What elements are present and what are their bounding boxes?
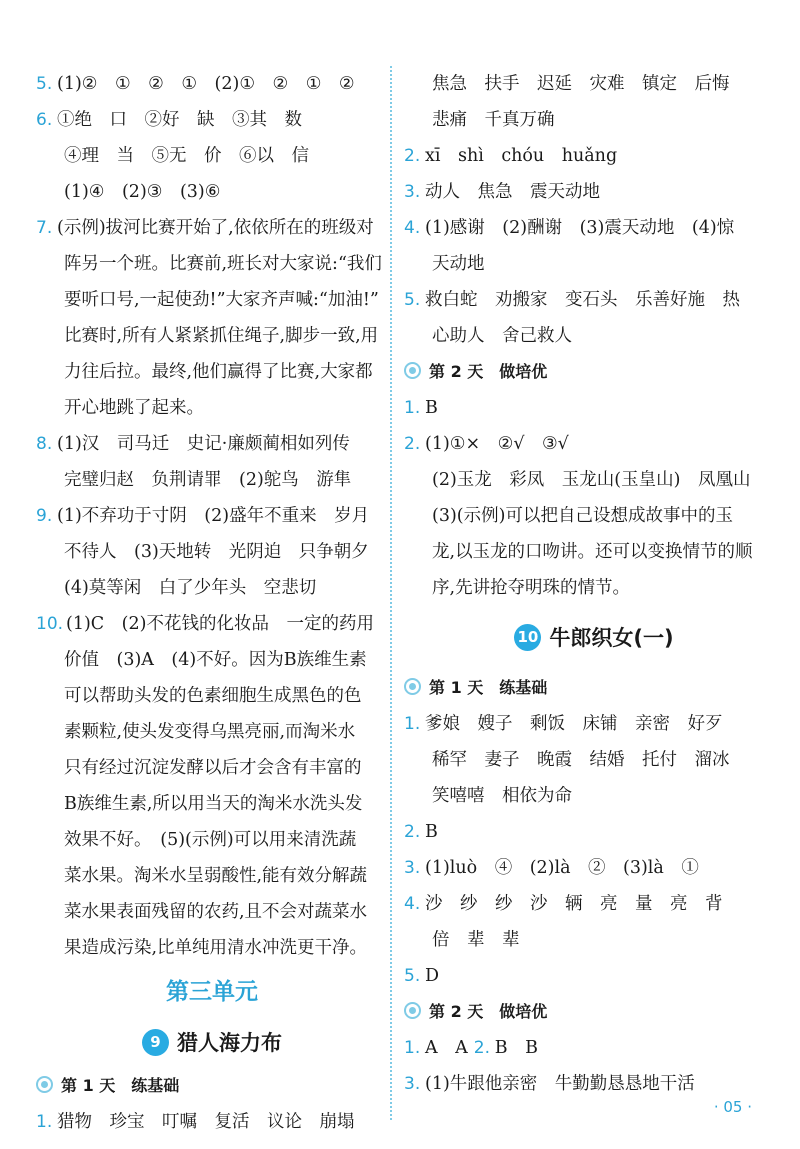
answer-line: 可以帮助头发的色素细胞生成黑色的色 — [64, 686, 362, 706]
answer-line: 8. (1)汉 司马迁 史记·廉颇蔺相如列传 — [36, 434, 350, 454]
answer-line: 笑嘻嘻 相依为命 — [432, 786, 572, 806]
answer-line: 1. B — [404, 398, 438, 418]
answer-line: 阵另一个班。比赛前,班长对大家说:“我们 — [64, 254, 382, 274]
answer-line: 效果不好。 (5)(示例)可以用来清洗蔬 — [64, 830, 357, 850]
answer-line: 5. (1)② ① ② ① (2)① ② ① ② — [36, 74, 355, 94]
answer-line: 3. (1)牛跟他亲密 牛勤勤恳恳地干活 — [404, 1074, 695, 1094]
answer-line: 焦急 扶手 迟延 灾难 镇定 后悔 — [432, 74, 730, 94]
answer-line: (1)④ (2)③ (3)⑥ — [64, 182, 221, 202]
answer-line: 完璧归赵 负荆请罪 (2)鸵鸟 游隼 — [64, 470, 352, 490]
answer-line: 素颗粒,使头发变得乌黑亮丽,而淘米水 — [64, 722, 356, 742]
section-circle-icon — [404, 1002, 421, 1019]
answer-line: 心助人 舍己救人 — [432, 326, 572, 346]
answer-line: 稀罕 妻子 晚霞 结婚 托付 溜冰 — [432, 750, 730, 770]
answer-line: 龙,以玉龙的口吻讲。还可以变换情节的顺 — [432, 542, 753, 562]
answer-line: 菜水果。淘米水呈弱酸性,能有效分解蔬 — [64, 866, 368, 886]
answer-line: 果造成污染,比单纯用清水冲洗更干净。 — [64, 938, 368, 958]
answer-line: 4. (1)感谢 (2)酬谢 (3)震天动地 (4)惊 — [404, 218, 735, 238]
answer-line: 6. ①绝 口 ②好 缺 ③其 数 — [36, 110, 302, 130]
left-column — [36, 66, 388, 1140]
answer-line: 不待人 (3)天地转 光阴迫 只争朝夕 — [64, 542, 369, 562]
lesson-number-badge: 10 — [514, 624, 541, 651]
lesson-number-badge: 9 — [142, 1029, 169, 1056]
answer-line: 价值 (3)A (4)不好。因为B族维生素 — [64, 650, 367, 670]
unit-title: 第三单元 — [166, 979, 258, 1005]
answer-line: 序,先讲抢夺明珠的情节。 — [432, 578, 631, 598]
lesson-title: 9 猎人海力布 — [36, 1018, 388, 1068]
answer-line: 7. (示例)拔河比赛开始了,依依所在的班级对 — [36, 218, 374, 238]
answer-line: 9. (1)不弃功于寸阴 (2)盛年不重来 岁月 — [36, 506, 370, 526]
answer-line: ④理 当 ⑤无 价 ⑥以 信 — [64, 146, 309, 166]
answer-line: 天动地 — [432, 254, 485, 274]
section-heading: 第 1 天 练基础 — [36, 1068, 388, 1104]
answer-line: (2)玉龙 彩凤 玉龙山(玉皇山) 凤凰山 — [432, 470, 751, 490]
answer-line: B族维生素,所以用当天的淘米水洗头发 — [64, 794, 363, 814]
answer-line: 悲痛 千真万确 — [432, 110, 555, 130]
answer-line: 要听口号,一起使劲!”大家齐声喊:“加油!” — [64, 290, 379, 310]
section-heading: 第 1 天 练基础 — [404, 670, 784, 706]
answer-line: 比赛时,所有人紧紧抓住绳子,脚步一致,用 — [64, 326, 379, 346]
answer-line: 菜水果表面残留的农药,且不会对蔬菜水 — [64, 902, 368, 922]
answer-line: 3. (1)luò ④ (2)là ② (3)là ① — [404, 858, 699, 878]
right-column — [404, 66, 784, 1102]
answer-line: 2. xī shì chóu huǎng — [404, 146, 618, 166]
answer-line: 2. (1)①× ②√ ③√ — [404, 434, 569, 454]
answer-line: 1. 爹娘 嫂子 剩饭 床铺 亲密 好歹 — [404, 714, 723, 734]
answer-line: (4)莫等闲 白了少年头 空悲切 — [64, 578, 317, 598]
answer-line: 4. 沙 纱 纱 沙 辆 亮 量 亮 背 — [404, 894, 723, 914]
answer-line: (3)(示例)可以把自己设想成故事中的玉 — [432, 506, 733, 526]
answer-line: 只有经过沉淀发酵以后才会含有丰富的 — [64, 758, 362, 778]
answer-line: 力往后拉。最终,他们赢得了比赛,大家都 — [64, 362, 373, 382]
section-circle-icon — [404, 678, 421, 695]
answer-line: 5. D — [404, 966, 440, 986]
answer-line: 开心地跳了起来。 — [64, 398, 204, 418]
answer-line: 1. 猎物 珍宝 叮嘱 复活 议论 崩塌 — [36, 1112, 355, 1132]
section-circle-icon — [404, 362, 421, 379]
answer-line: 倍 辈 辈 — [432, 930, 520, 950]
answer-line: 2. B — [404, 822, 438, 842]
page-number: · 05 · — [713, 1098, 752, 1116]
section-circle-icon — [36, 1076, 53, 1093]
answer-line: 10. (1)C (2)不花钱的化妆品 一定的药用 — [36, 614, 374, 634]
section-heading: 第 2 天 做培优 — [404, 994, 784, 1030]
lesson-title: 10 牛郎织女(一) — [404, 606, 784, 670]
answer-line: 5. 救白蛇 劝搬家 变石头 乐善好施 热 — [404, 290, 740, 310]
column-divider — [390, 66, 392, 1120]
answer-line: 1. A A 2. B B — [404, 1038, 539, 1058]
section-heading: 第 2 天 做培优 — [404, 354, 784, 390]
answer-line: 3. 动人 焦急 震天动地 — [404, 182, 600, 202]
